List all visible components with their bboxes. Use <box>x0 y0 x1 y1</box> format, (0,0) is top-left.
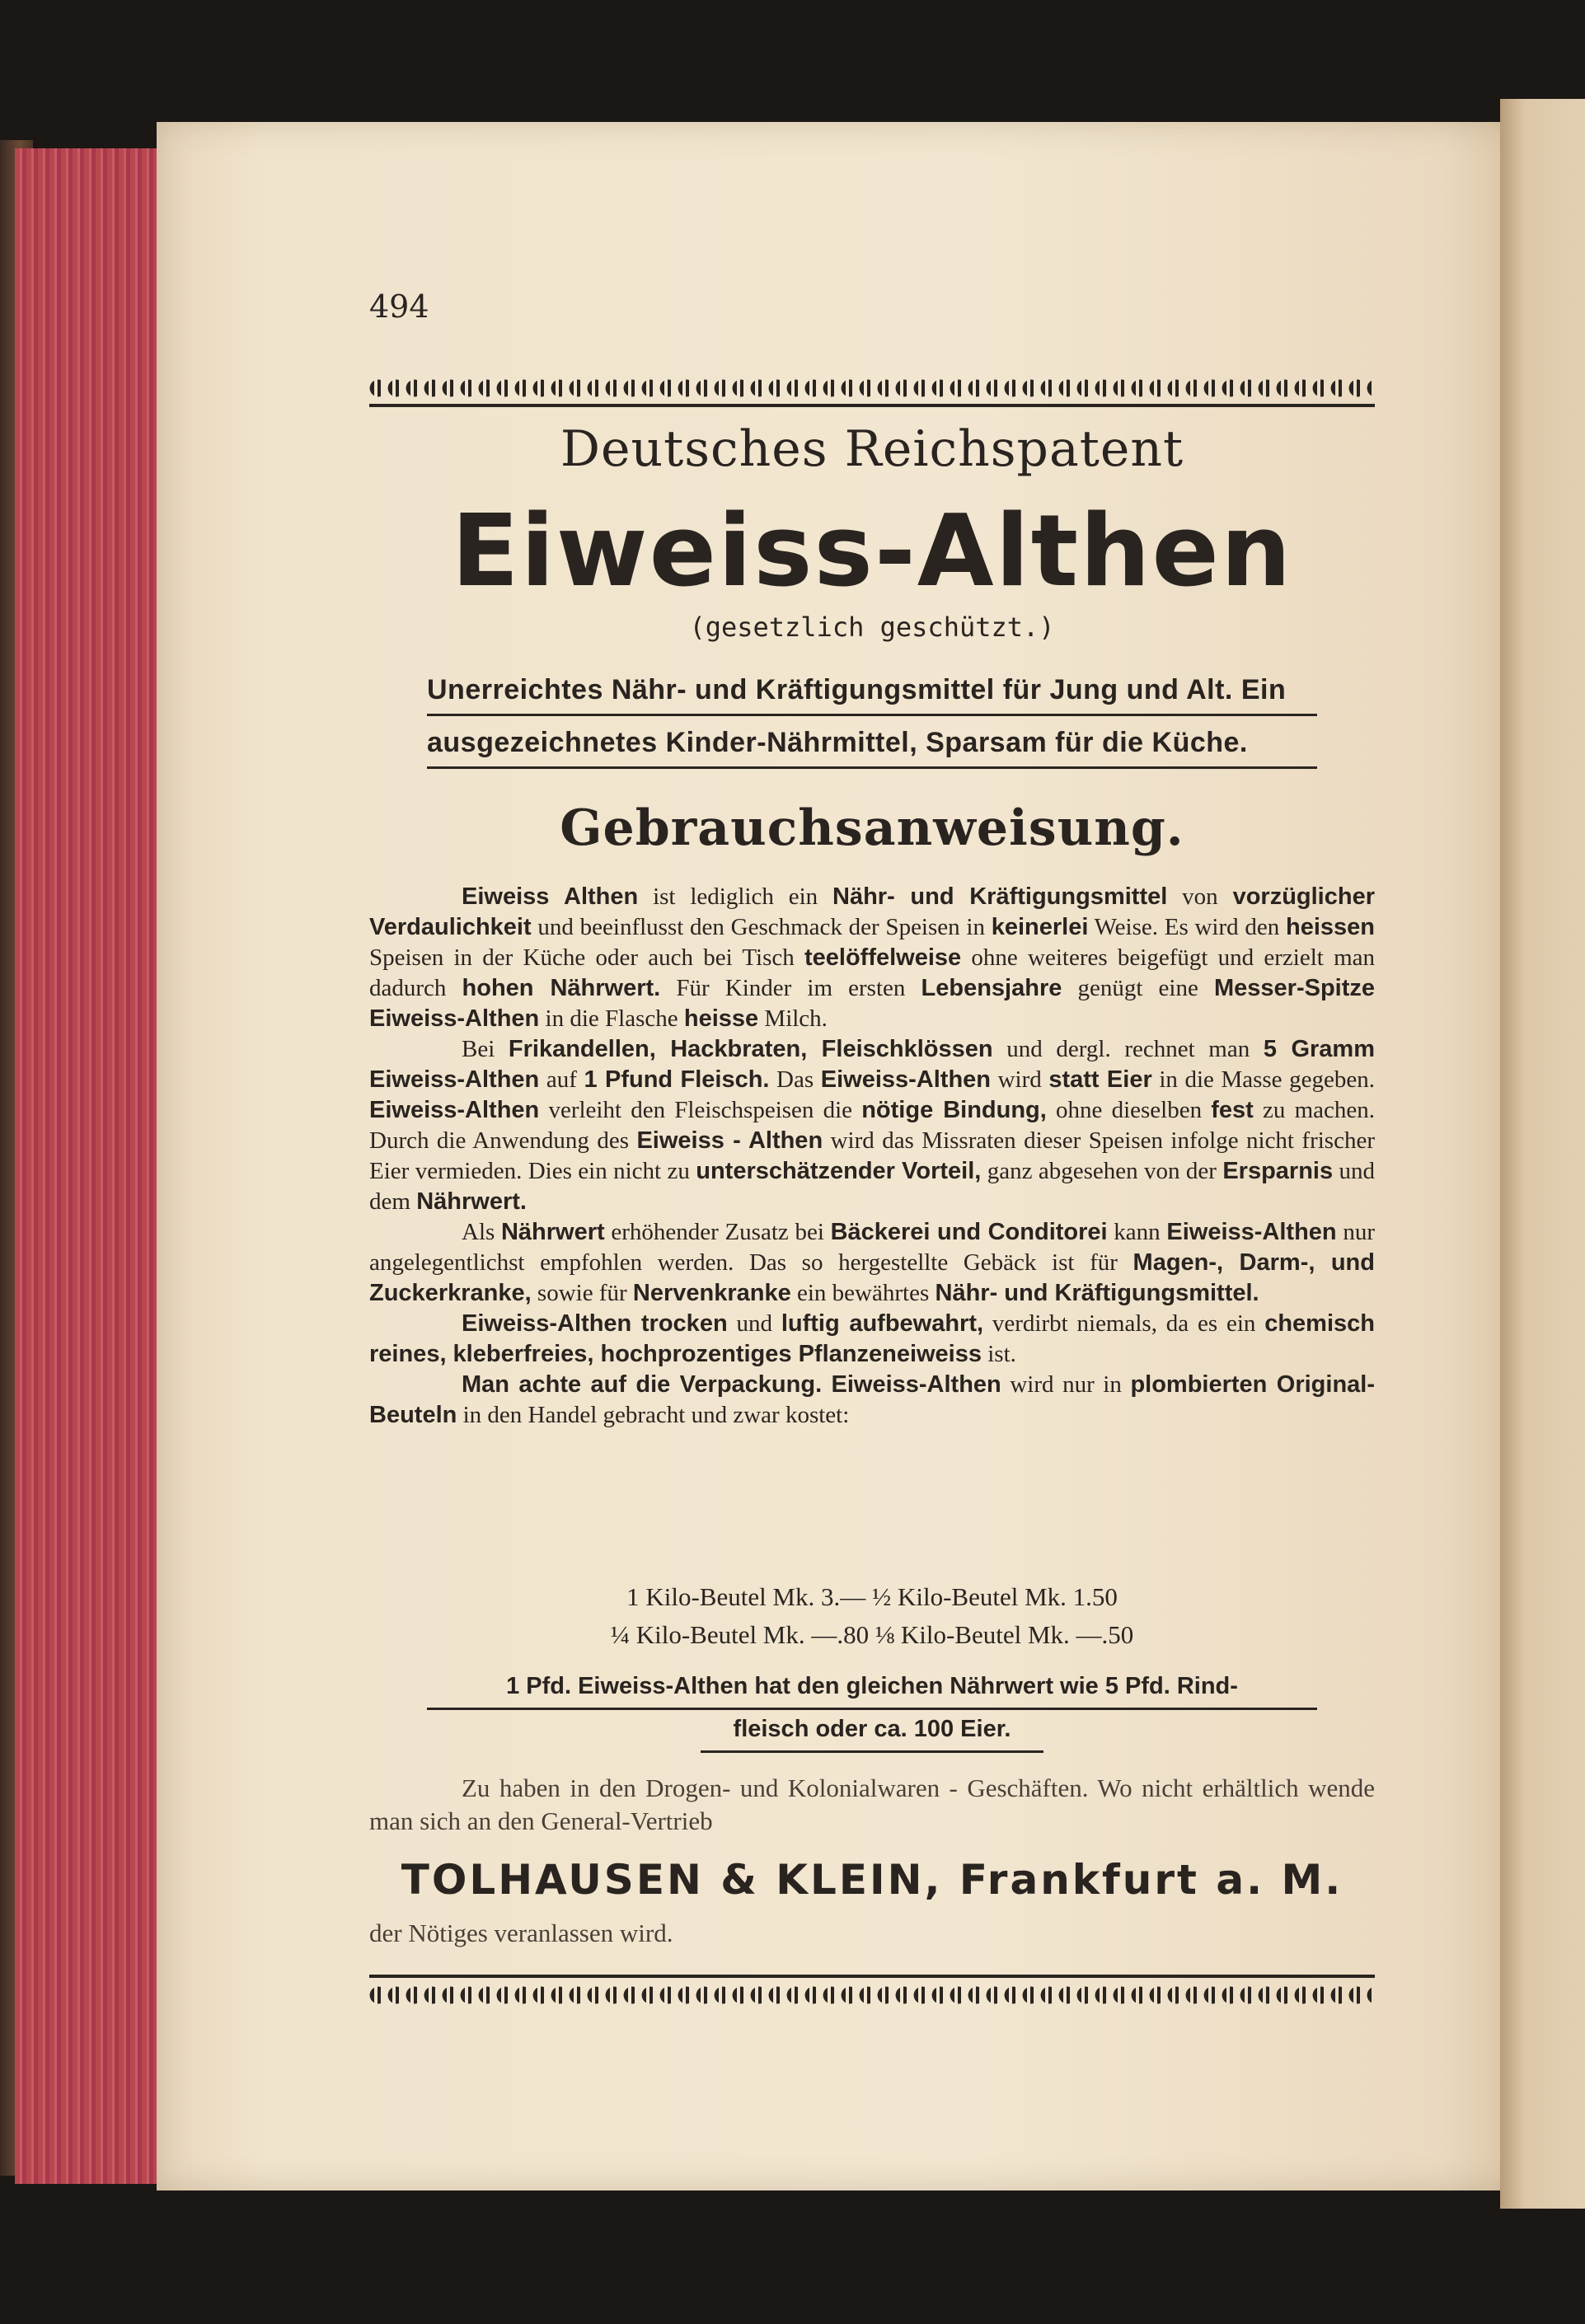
text-run: ein bewährtes <box>790 1280 936 1306</box>
text-run: in die Flasche <box>539 1005 684 1032</box>
text-run: sowie für <box>531 1280 633 1306</box>
text-run: Das <box>769 1066 821 1093</box>
text-run: in die Masse gegeben. <box>1151 1066 1375 1093</box>
text-run: in den Handel gebracht und zwar kostet: <box>457 1402 850 1428</box>
bottom-rule <box>369 1975 1375 1978</box>
page-stack-edge <box>15 148 162 2184</box>
bold-run: Magen-, Darm-, und Zuckerkranke, <box>369 1249 1375 1306</box>
bold-run: 1 Pfund Fleisch. <box>584 1066 770 1093</box>
text-run: Speisen in der Küche oder auch bei Tisch <box>369 944 804 971</box>
text-run: Für Kinder im ersten <box>660 975 921 1001</box>
text-run: zu machen. Durch die Anwendung des <box>369 1097 1376 1154</box>
text-run: Milch. <box>758 1005 828 1032</box>
patent-line: Deutsches Reichspatent <box>560 420 1184 478</box>
text-run: Bei <box>462 1036 509 1062</box>
price-line-1: 1 Kilo-Beutel Mk. 3.— ½ Kilo-Beutel Mk. 1.50 <box>626 1582 1118 1611</box>
bold-run: plombierten Original-Beuteln <box>369 1371 1376 1428</box>
paragraph-1 <box>369 882 1375 1034</box>
instructions-body <box>369 882 1375 1431</box>
text-run: ganz abgesehen von der <box>981 1158 1223 1184</box>
bold-run: heissen <box>1286 914 1376 940</box>
text-run: verdirbt niemals, da es ein <box>983 1310 1265 1337</box>
slogan-rule-1 <box>427 714 1317 716</box>
bottom-ornament-border <box>369 1984 1375 2006</box>
bold-run: Nährwert <box>500 1219 605 1245</box>
text-run: und <box>727 1310 781 1337</box>
text-run: wird <box>991 1066 1049 1093</box>
bold-run: Lebensjahre <box>921 975 1062 1001</box>
bold-run: 5 Gramm Eiweiss-Althen <box>369 1036 1375 1093</box>
text-run: kann <box>1107 1219 1167 1245</box>
bold-run: statt Eier <box>1048 1066 1152 1093</box>
bold-run: Nähr- und Kräftigungsmittel. <box>935 1280 1259 1306</box>
text-run: und dergl. rechnet man <box>992 1036 1264 1062</box>
paragraph-2 <box>369 1034 1375 1217</box>
bold-run: keinerlei <box>991 914 1089 940</box>
bold-run: Bäckerei und Conditorei <box>830 1219 1108 1245</box>
note-rule-1 <box>427 1708 1317 1710</box>
text-run: und beeinflusst den Geschmack der Speisen in <box>531 914 992 940</box>
text-run: genügt eine <box>1062 975 1214 1001</box>
text-run: wird das Missraten dieser Speisen infolge nicht frischer Eier vermieden. Dies ein nicht zu <box>369 1127 1375 1184</box>
text-run: und dem <box>369 1158 1375 1215</box>
text-run: nur angelegentlichst empfohlen werden. Das so hergestellte Gebäck ist für <box>369 1219 1375 1276</box>
slogan-rule-2 <box>427 766 1317 769</box>
bold-run: unterschätzender Vorteil, <box>696 1158 982 1184</box>
company-name: TOLHAUSEN & KLEIN, Frankfurt a. M. <box>401 1856 1343 1904</box>
bold-run: Nähr- und Kräftigungsmittel <box>832 883 1168 910</box>
bold-run: chemisch reines, kleberfreies, hochprozentiges Pflanzeneiweiss <box>369 1310 1375 1367</box>
bold-run: Eiweiss-Althen <box>369 1097 540 1123</box>
price-line-2: ¼ Kilo-Beutel Mk. —.80 ⅛ Kilo-Beutel Mk. —.50 <box>610 1620 1134 1649</box>
text-run: Weise. Es wird den <box>1088 914 1287 940</box>
top-rule <box>369 404 1375 407</box>
bold-run: Eiweiss-Althen <box>820 1066 992 1093</box>
equivalence-note-line-2: fleisch oder ca. 100 Eier. <box>733 1716 1011 1742</box>
text-run: verleiht den Fleischspeisen die <box>539 1097 862 1123</box>
text-run: auf <box>539 1066 584 1093</box>
text-run: von <box>1167 883 1233 910</box>
price-list <box>369 1578 1375 1654</box>
note-rule-2 <box>701 1750 1043 1753</box>
bold-run: hohen Nährwert. <box>462 975 661 1001</box>
paragraph-3 <box>369 1217 1375 1309</box>
bold-run: Frikandellen, Hackbraten, Fleischklössen <box>508 1036 993 1062</box>
text-run: ohne dieselben <box>1046 1097 1212 1123</box>
bold-run: teelöffelweise <box>804 944 962 971</box>
bold-run: fest <box>1211 1097 1254 1123</box>
closing-line: der Nötiges veranlassen wird. <box>369 1919 673 1947</box>
text-run: wird nur in <box>1001 1371 1131 1398</box>
bold-run: Eiweiss Althen <box>462 883 639 910</box>
bold-run: vorzüglicher Verdaulichkeit <box>369 883 1375 940</box>
text-run: Als <box>462 1219 501 1245</box>
section-heading: Gebrauchsanweisung. <box>560 799 1184 857</box>
page-number: 494 <box>369 288 429 325</box>
brand-title: Eiweiss-Althen <box>451 494 1293 609</box>
bold-run: nötige Bindung, <box>861 1097 1047 1123</box>
bold-run: luftig aufbewahrt, <box>781 1310 984 1337</box>
bold-run: heisse <box>683 1005 759 1032</box>
bold-run: Man achte auf die Verpackung. Eiweiss-Althen <box>462 1371 1001 1398</box>
paragraph-4 <box>369 1309 1375 1370</box>
protection-note: (gesetzlich geschützt.) <box>689 611 1055 643</box>
bold-run: Eiweiss-Althen <box>1166 1219 1337 1245</box>
facing-page-edge <box>1500 99 1585 2209</box>
text-run: ist lediglich ein <box>638 883 833 910</box>
paragraph-5 <box>369 1370 1375 1431</box>
bold-run: Eiweiss - Althen <box>636 1127 823 1154</box>
slogan-line-1: Unerreichtes Nähr- und Kräftigungsmittel für Jung und Alt. Ein <box>427 674 1287 705</box>
text-run: ist. <box>982 1341 1016 1367</box>
bold-run: Ersparnis <box>1222 1158 1334 1184</box>
availability-text <box>369 1772 1375 1838</box>
equivalence-note-line-1: 1 Pfd. Eiweiss-Althen hat den gleichen Nährwert wie 5 Pfd. Rind- <box>506 1673 1238 1699</box>
bold-run: Nährwert. <box>416 1188 527 1215</box>
availability-paragraph: Zu haben in den Drogen- und Kolonialwaren - Geschäften. Wo nicht erhältlich wende man sich an den General-Vertrieb <box>369 1773 1375 1835</box>
text-run: erhöhender Zusatz bei <box>604 1219 831 1245</box>
slogan-line-2: ausgezeichnetes Kinder-Nährmittel, Sparsam für die Küche. <box>427 727 1248 758</box>
bold-run: Messer-Spitze Eiweiss-Althen <box>369 975 1375 1032</box>
bold-run: Eiweiss-Althen trocken <box>462 1310 728 1337</box>
text-run: ohne weiteres beigefügt und erzielt man dadurch <box>369 944 1376 1001</box>
bold-run: Nervenkranke <box>632 1280 791 1306</box>
top-ornament-border <box>369 377 1375 399</box>
